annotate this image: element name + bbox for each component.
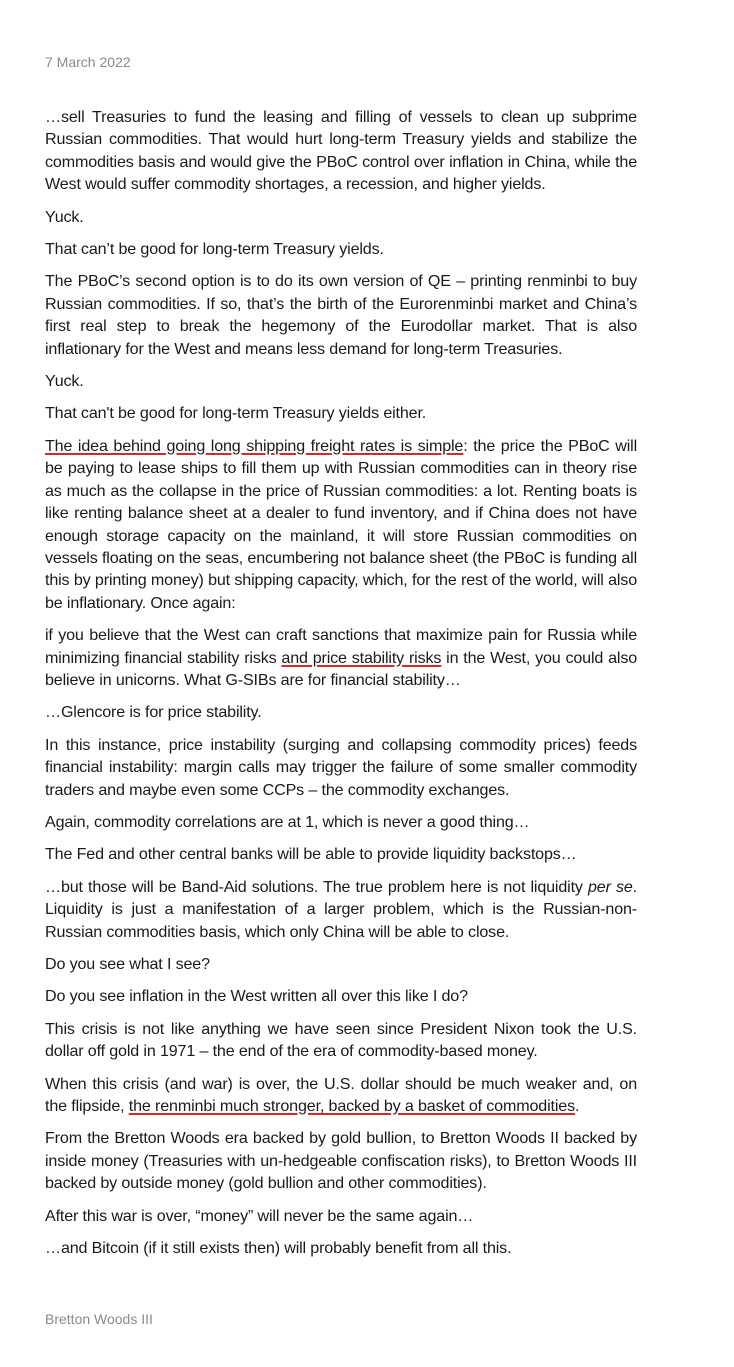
paragraph: The Fed and other central banks will be able to provide liquidity backstops… [45,845,577,864]
paragraph: That can't be good for long-term Treasury yields either. [45,404,427,423]
paragraph: When this crisis (and war) is over, the U.S. dollar should be much weaker and, on the flipside, the renminbi much stronger, backed by a basket of commodities. [45,1074,637,1116]
paragraph: if you believe that the West can craft sanctions that maximize pain for Russia while minimizing financial stability risks and price stability risks in the West, you could also believe in unicorns. What G-SIBs are for financial stability… [45,626,638,689]
footer-title: Bretton Woods III [45,1311,153,1327]
paragraph: That can’t be good for long-term Treasury yields. [45,240,384,259]
paragraph: Again, commodity correlations are at 1, which is never a good thing… [45,812,530,831]
paragraph: This crisis is not like anything we have seen since President Nixon took the U.S. dollar off gold in 1971 – the end of the era of commodity-based money. [45,1019,637,1061]
italic-emphasis: per se [587,877,633,896]
paragraph: …sell Treasuries to fund the leasing and filling of vessels to clean up subprime Russian commodities. That would hurt long-term Treasury yields and stabilize the commodities basis and would give the PBoC control over inflation in China, while the West would suffer commodity shortages, a recession, and higher yields. [45,108,637,194]
underlined-highlight: the renminbi much stronger, backed by a basket of commodities [128,1097,575,1116]
paragraph: Yuck. [45,207,84,226]
paragraph: …Glencore is for price stability. [45,703,262,722]
underlined-highlight: The idea behind going long shipping freight rates is simple [45,436,464,455]
paragraph: Do you see what I see? [45,955,210,973]
paragraph: Yuck. [45,372,84,391]
paragraph: In this instance, price instability (surging and collapsing commodity prices) feeds financial instability: margin calls may trigger the failure of some smaller commodity traders and maybe even some CCPs – the commodity exchanges. [45,735,637,799]
paragraph: …but those will be Band-Aid solutions. The true problem here is not liquidity per se. Liquidity is just a manifestation of a larger problem, which is the Russian-non-Russian commodities basis, which only China will be able to close. [45,877,637,941]
document-date: 7 March 2022 [45,54,131,70]
document-body [45,106,637,1269]
paragraph: Do you see inflation in the West written all over this like I do? [45,987,468,1006]
paragraph: After this war is over, “money” will never be the same again… [45,1206,474,1225]
underlined-highlight: and price stability risks [281,648,442,667]
paragraph: The idea behind going long shipping freight rates is simple: the price the PBoC will be paying to lease ships to fill them up with Russian commodities can in theory rise as much as the collapse in the price of Russian commodities: a lot. Renting boats is like renting balance sheet at a dealer to fund inventory, and if China does not have enough storage capacity on the mainland, it will store Russian commodities on vessels floating on the seas, encumbering not balance sheet (the PBoC is funding all this by printing money) but shipping capacity, which, for the rest of the world, will also be inflationary. Once again: [45,436,637,612]
paragraph: The PBoC’s second option is to do its own version of QE – printing renminbi to buy Russian commodities. If so, that’s the birth of the Eurorenminbi market and China’s first real step to break the hegemony of the Eurodollar market. That is also inflationary for the West and means less demand for long-term Treasuries. [45,272,637,358]
paragraph: From the Bretton Woods era backed by gold bullion, to Bretton Woods II backed by inside money (Treasuries with un-hedgeable confiscation risks), to Bretton Woods III backed by outside money (gold bullion and other commodities). [45,1129,637,1193]
paragraph: …and Bitcoin (if it still exists then) will probably benefit from all this. [45,1239,512,1258]
